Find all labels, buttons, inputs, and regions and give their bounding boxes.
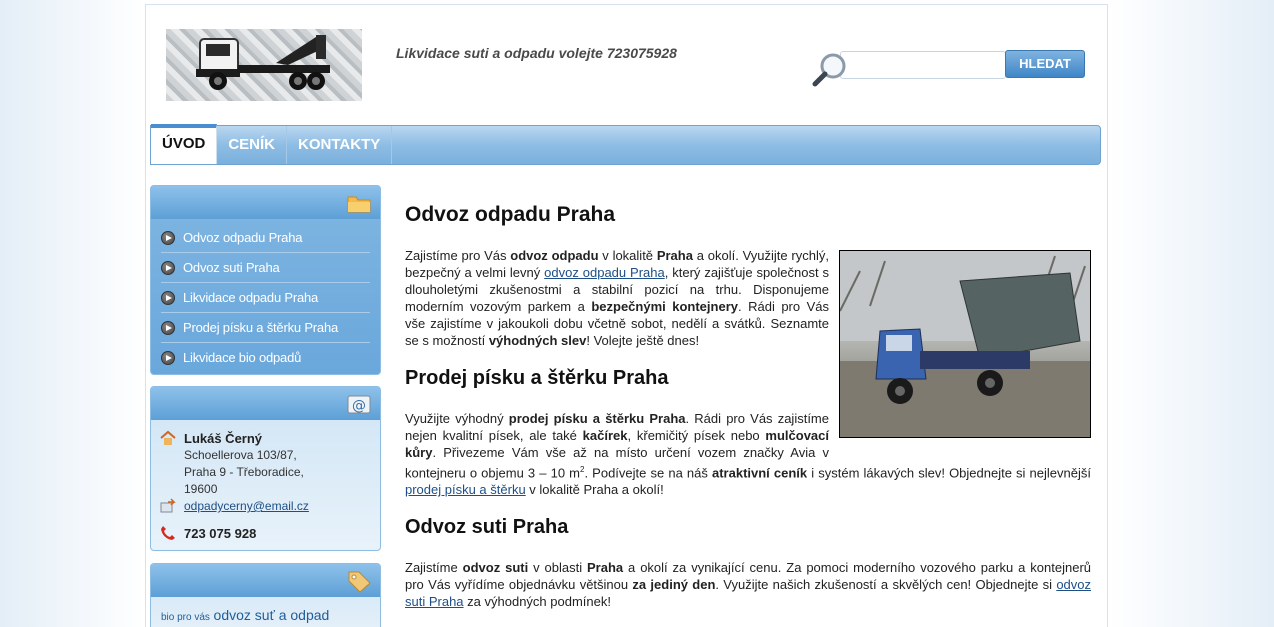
superscript: 2 bbox=[580, 465, 585, 474]
sidebar-item-label: Odvoz odpadu Praha bbox=[183, 230, 303, 245]
sidebar-contact-header bbox=[151, 387, 380, 420]
nav-tab-kontakty[interactable]: KONTAKTY bbox=[287, 126, 392, 164]
text-bold: odvoz odpadu bbox=[510, 248, 599, 263]
text: a okolí. Využijte rychlý, bezpečný a velmi levný bbox=[405, 248, 829, 280]
truck-logo-graphic bbox=[166, 29, 362, 101]
contact-email-link[interactable]: odpadycerny@email.cz bbox=[184, 499, 309, 513]
text: v lokalitě bbox=[598, 248, 657, 263]
promo-small-text: bio pro vás bbox=[161, 612, 210, 623]
text-bold: za jediný den bbox=[632, 577, 716, 593]
arrow-bullet-icon bbox=[161, 261, 175, 275]
truck-photo-graphic bbox=[840, 251, 1091, 438]
contact-email-row bbox=[151, 498, 380, 515]
search-input[interactable] bbox=[840, 51, 1006, 79]
text: . Využijte našich zkušeností a skvělých cen! Objednejte si bbox=[715, 577, 1057, 593]
text: . Přivezeme Vám vše až na místo určení vozem značky Avia v kontejneru o objemu 3 – 10 m bbox=[405, 445, 829, 481]
arrow-bullet-icon bbox=[161, 321, 175, 335]
sidebar-item-label: Prodej písku a štěrku Praha bbox=[183, 320, 339, 335]
sidebar-item-prodej-pisku[interactable] bbox=[161, 313, 370, 343]
mail-forward-icon bbox=[160, 498, 176, 514]
email-at-icon bbox=[346, 392, 372, 416]
text: Zajistíme pro Vás bbox=[405, 248, 511, 263]
arrow-bullet-icon bbox=[161, 351, 175, 365]
sidebar-item-label: Likvidace bio odpadů bbox=[183, 350, 302, 365]
contact-name: Lukáš Černý bbox=[184, 431, 263, 446]
contact-phone-row bbox=[151, 525, 380, 542]
text: i systém lákavých slev! Objednejte si nejlevnější bbox=[807, 465, 1091, 481]
text: a okolí za vynikající cenu. Za pomoci moderního vozového parku a kontejnerů pro Vás vyřídíme objednávku většinou bbox=[405, 560, 1092, 593]
text-bold: Praha bbox=[587, 560, 624, 576]
sidebar-item-likvidace-odpadu[interactable] bbox=[161, 283, 370, 313]
text: Využijte výhodný bbox=[405, 411, 509, 426]
arrow-bullet-icon bbox=[161, 291, 175, 305]
nav-tab-uvod[interactable]: ÚVOD bbox=[151, 124, 217, 164]
text: ! Volejte ještě dnes! bbox=[586, 333, 700, 348]
contact-name-row bbox=[151, 430, 380, 447]
text-bold: mulčovací kůry bbox=[405, 428, 830, 460]
text-bold: odvoz suti bbox=[462, 560, 529, 576]
promo-link[interactable]: odvoz suť a odpad bbox=[213, 607, 330, 623]
section-title-odvoz-odpadu: Odvoz odpadu Praha bbox=[405, 203, 616, 226]
promo-text bbox=[151, 597, 380, 627]
text: . Rádi pro Vás zajistíme nejen kvalitní písek, ale také bbox=[405, 411, 829, 443]
header-slogan: Likvidace suti a odpadu volejte 723075928 bbox=[396, 45, 677, 61]
sidebar-contact-box bbox=[150, 386, 381, 551]
link-odvoz-odpadu[interactable]: odvoz odpadu Praha bbox=[544, 265, 665, 280]
main-nav bbox=[150, 125, 1101, 165]
sidebar-item-label: Odvoz suti Praha bbox=[183, 260, 280, 275]
sidebar-item-bio-odpadu[interactable] bbox=[161, 343, 370, 373]
text-bold: kačírek bbox=[582, 428, 628, 443]
sidebar-item-odvoz-suti[interactable] bbox=[161, 253, 370, 283]
sidebar-menu-header bbox=[151, 186, 380, 219]
section-title-odvoz-suti: Odvoz suti Praha bbox=[405, 516, 569, 539]
text-bold: Praha bbox=[656, 248, 693, 263]
main-content bbox=[405, 203, 1091, 610]
truck-container-photo bbox=[839, 250, 1091, 438]
text: v oblasti bbox=[528, 560, 588, 576]
nav-tab-cenik[interactable]: CENÍK bbox=[217, 126, 287, 164]
text: , křemičitý písek nebo bbox=[627, 428, 766, 443]
logo-truck-image[interactable] bbox=[166, 29, 362, 101]
arrow-bullet-icon bbox=[161, 231, 175, 245]
contact-zip: 19600 bbox=[184, 482, 218, 496]
section-title-prodej-pisku: Prodej písku a štěrku Praha bbox=[405, 367, 669, 389]
text: , který zajišťuje společnost s dlouholetými zkušenostmi a stabilní pozicí na trhu. Disponujeme moderním vozovým parkem a bbox=[405, 265, 829, 314]
text: . Rádi pro Vás vše zajistíme v jakoukoli dobu včetně sobot, nedělí a svátků. Seznamte se s možností bbox=[405, 299, 829, 348]
sidebar-promo-box bbox=[150, 563, 381, 627]
home-icon bbox=[160, 430, 176, 446]
sidebar-item-odvoz-odpadu[interactable] bbox=[161, 223, 370, 253]
text: v lokalitě Praha a okolí! bbox=[525, 482, 664, 498]
text-bold: prodej písku a štěrku Praha bbox=[508, 411, 686, 426]
text-bold: atraktivní ceník bbox=[711, 465, 808, 481]
sidebar-item-label: Likvidace odpadu Praha bbox=[183, 290, 319, 305]
text-bold: bezpečnými kontejnery bbox=[591, 299, 738, 314]
search-button[interactable]: HLEDAT bbox=[1005, 50, 1085, 78]
tag-icon bbox=[346, 569, 372, 593]
folder-icon bbox=[346, 191, 372, 215]
text: Zajistíme bbox=[405, 560, 463, 576]
search-icon bbox=[810, 49, 850, 89]
text-bold: výhodných slev bbox=[488, 333, 587, 348]
text: za výhodných podmínek! bbox=[463, 594, 611, 610]
text: . Podívejte se na náš bbox=[584, 465, 712, 481]
link-prodej-pisku[interactable]: prodej písku a štěrku bbox=[405, 482, 526, 498]
contact-phone: 723 075 928 bbox=[184, 526, 257, 541]
phone-icon bbox=[160, 525, 176, 541]
contact-city: Praha 9 - Třeboradice, bbox=[184, 465, 304, 479]
page bbox=[145, 4, 1108, 627]
section-paragraph-odvoz-suti bbox=[405, 559, 1091, 610]
link-odvoz-suti[interactable]: odvoz suti Praha bbox=[405, 577, 1092, 610]
svg-text:@: @ bbox=[352, 398, 366, 414]
sidebar-menu-box bbox=[150, 185, 381, 375]
contact-street: Schoellerova 103/87, bbox=[184, 448, 297, 462]
sidebar-promo-header bbox=[151, 564, 380, 597]
